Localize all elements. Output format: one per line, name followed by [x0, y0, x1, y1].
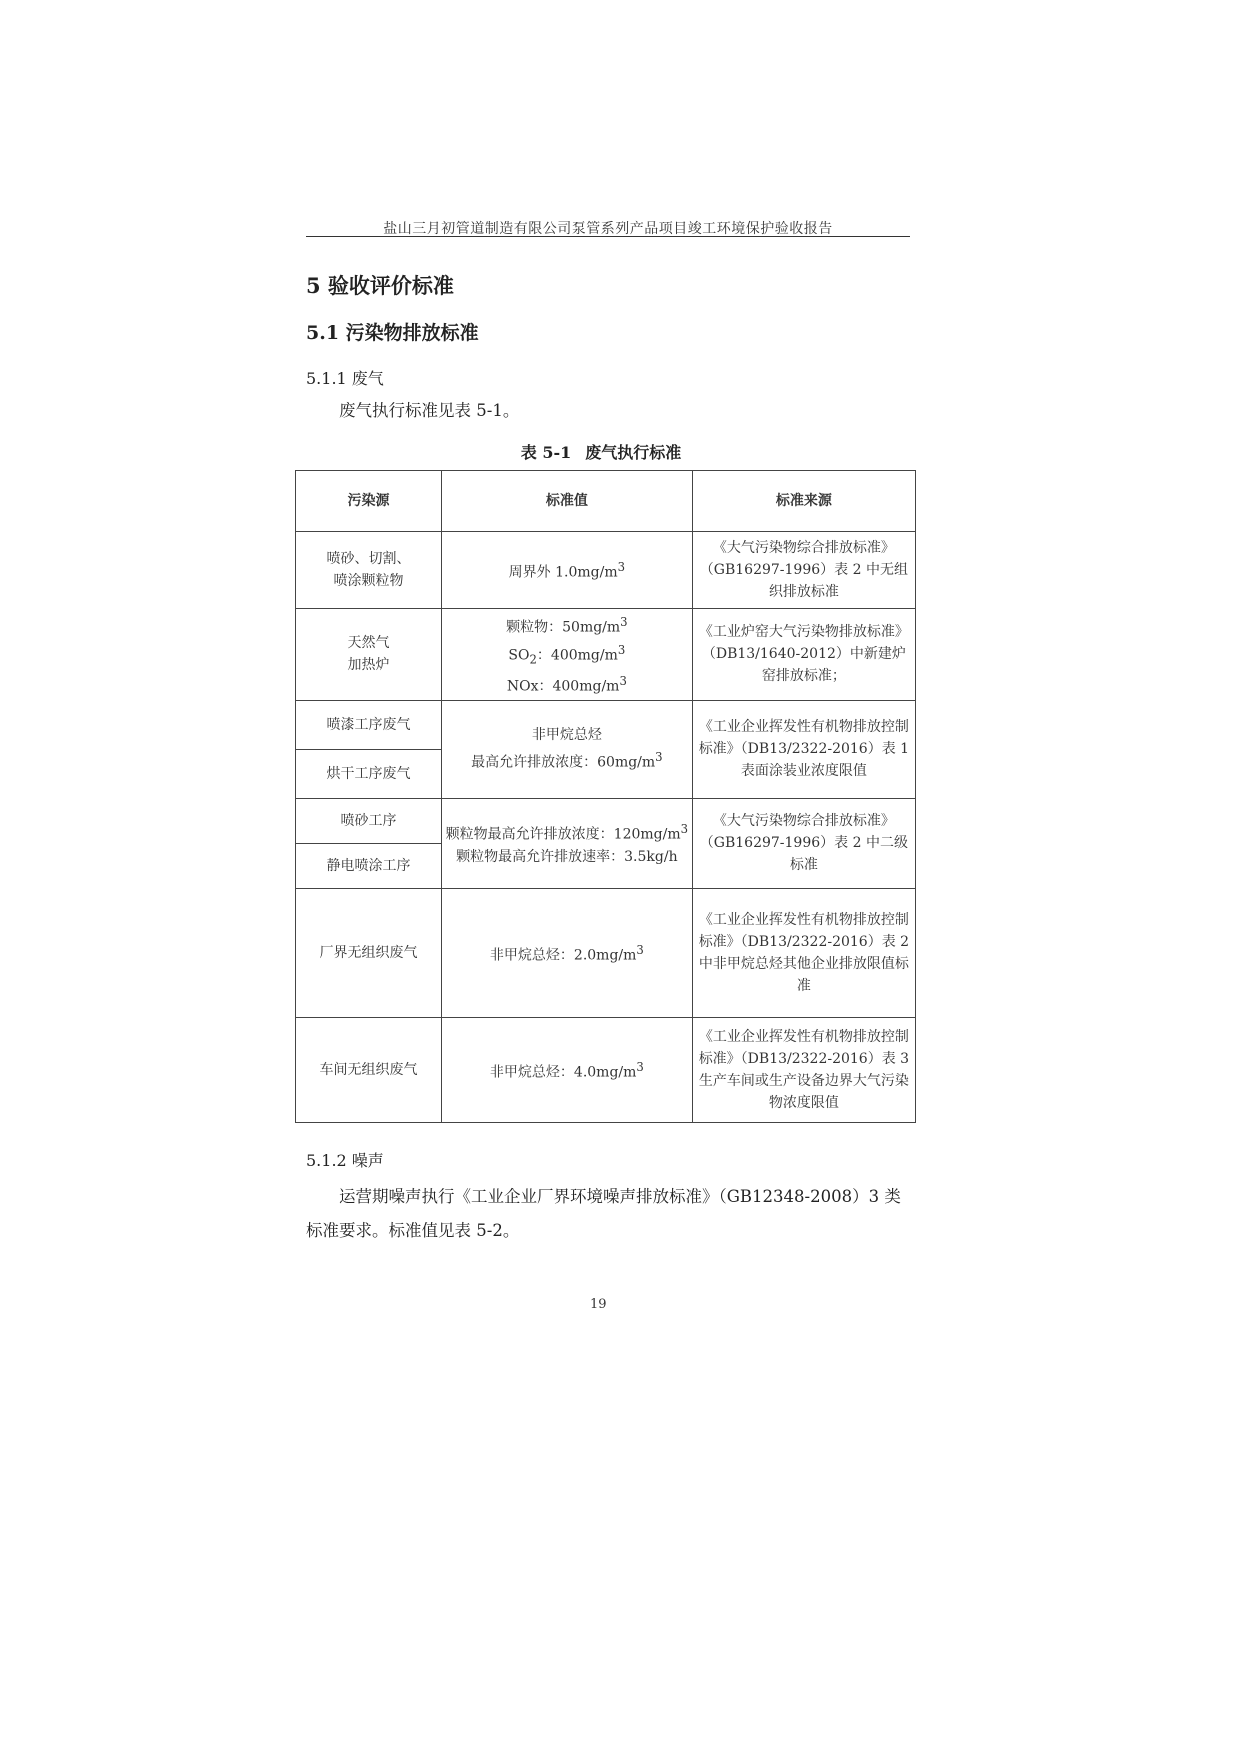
value-cell: 颗粒物：$50mg/m^3$ $SO_2$：$400mg/m^3$ NOx：$400mg/m^3$	[441, 609, 692, 701]
table-caption-number: 表 5-1	[520, 443, 572, 462]
value-cell: 非甲烷总烃：$2.0mg/m^3$	[441, 888, 692, 1017]
source-cell: 车间无组织废气	[296, 1017, 442, 1122]
source-cell: 喷砂工序	[296, 798, 442, 843]
standard-cell: 《工业企业挥发性有机物排放控制标准》（DB13/2322-2016）表 2 中非甲烷总烃其他企业排放限值标准	[692, 888, 915, 1017]
table-caption-text: 废气执行标准	[585, 443, 682, 462]
header-standard-value: 标准值	[441, 471, 692, 532]
standard-cell: 《大气污染物综合排放标准》（GB16297-1996）表 2 中二级标准	[692, 798, 915, 888]
source-cell: 喷漆工序废气	[296, 700, 442, 749]
section-title: 5 验收评价标准	[306, 273, 454, 298]
header-rule	[306, 236, 910, 237]
table-row	[296, 532, 916, 609]
source-cell: 静电喷涂工序	[296, 843, 442, 888]
table-row	[296, 1017, 916, 1122]
source-cell: 天然气 加热炉	[296, 609, 442, 701]
source-cell: 喷砂、切割、 喷涂颗粒物	[296, 532, 442, 609]
page-number: 19	[590, 1297, 607, 1312]
header-standard-source: 标准来源	[692, 471, 915, 532]
table-row	[296, 700, 916, 749]
standard-cell: 《工业企业挥发性有机物排放控制标准》（DB13/2322-2016）表 3 生产车间或生产设备边界大气污染物浓度限值	[692, 1017, 915, 1122]
header-pollution-source: 污染源	[296, 471, 442, 532]
noise-heading: 5.1.2 噪声	[306, 1151, 384, 1170]
standard-cell: 《工业企业挥发性有机物排放控制标准》（DB13/2322-2016）表 1 表面涂装业浓度限值	[692, 700, 915, 798]
waste-gas-paragraph: 废气执行标准见表 5-1。	[339, 401, 520, 420]
value-cell: 周界外 $1.0mg/m^3$	[441, 532, 692, 609]
value-cell: 非甲烷总烃 最高允许排放浓度：$60mg/m^3$	[441, 700, 692, 798]
value-cell: 颗粒物最高允许排放浓度：$120mg/m^3$ 颗粒物最高允许排放速率：3.5kg/h	[441, 798, 692, 888]
value-cell: 非甲烷总烃：$4.0mg/m^3$	[441, 1017, 692, 1122]
standard-cell: 《大气污染物综合排放标准》（GB16297-1996）表 2 中无组织排放标准	[692, 532, 915, 609]
noise-paragraph: 运营期噪声执行《工业企业厂界环境噪声排放标准》（GB12348-2008）3 类标准要求。标准值见表 5-2。	[306, 1187, 901, 1240]
source-cell: 烘干工序废气	[296, 749, 442, 798]
source-cell: 厂界无组织废气	[296, 888, 442, 1017]
subsection-title: 5.1 污染物排放标准	[306, 322, 479, 344]
table-row	[296, 609, 916, 701]
standard-cell: 《工业炉窑大气污染物排放标准》（DB13/1640-2012）中新建炉窑排放标准；	[692, 609, 915, 701]
table-header-row	[296, 471, 916, 532]
report-header: 盐山三月初管道制造有限公司泵管系列产品项目竣工环境保护验收报告	[383, 221, 833, 237]
table-row	[296, 888, 916, 1017]
waste-gas-heading: 5.1.1 废气	[306, 369, 384, 388]
waste-gas-standards-table	[295, 470, 916, 1123]
table-row	[296, 798, 916, 843]
table-caption	[306, 440, 910, 463]
